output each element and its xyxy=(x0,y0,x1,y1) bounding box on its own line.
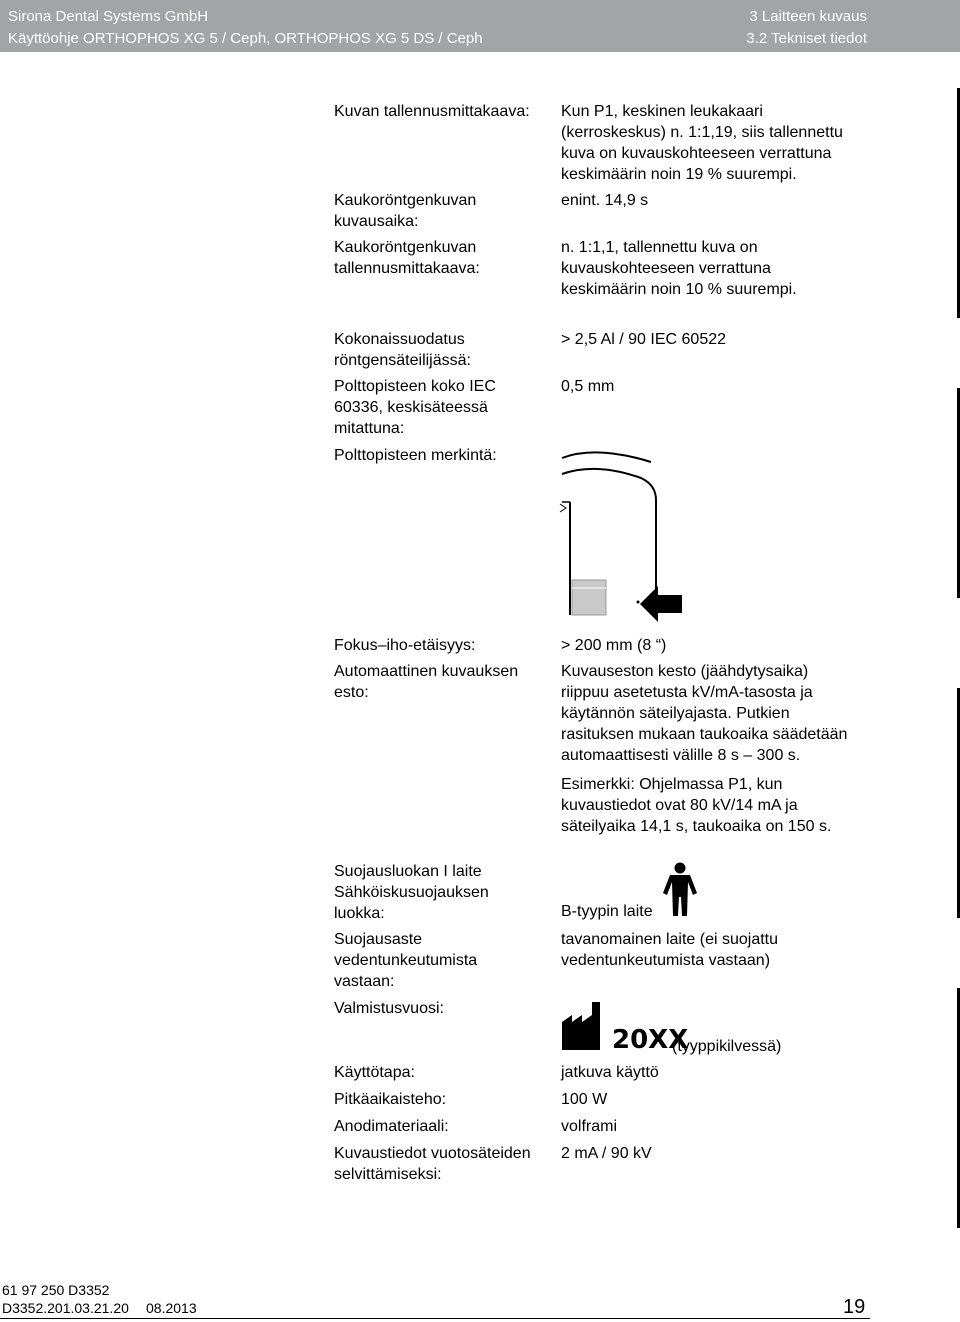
factory-icon xyxy=(560,1000,610,1052)
spec-label-ingress-protection: Suojausaste vedentunkeutumista vastaan: xyxy=(334,931,478,990)
chapter-title: 3 Laitteen kuvaus xyxy=(749,8,867,25)
spec-value-focal-spot-size: 0,5 mm xyxy=(561,378,615,395)
spec-value-ingress-protection: tavanomainen laite (ei suojattu vedentunkeutumista vastaan) xyxy=(561,931,779,969)
header-right xyxy=(746,6,867,50)
spec-label-manufacture-year: Valmistusvuosi: xyxy=(334,1000,444,1017)
company-name: Sirona Dental Systems GmbH xyxy=(8,8,209,25)
spec-value-continuous-power: 100 W xyxy=(561,1091,608,1108)
spec-value-ceph-exposure-time: enint. 14,9 s xyxy=(561,192,649,209)
person-icon xyxy=(660,862,700,918)
spec-label-continuous-power: Pitkäaikaisteho: xyxy=(334,1091,447,1108)
spec-label-focal-spot-marking: Polttopisteen merkintä: xyxy=(334,447,497,464)
page-header xyxy=(0,0,960,52)
arrow-left-icon xyxy=(640,586,682,622)
spec-label-focus-skin-distance: Fokus–iho-etäisyys: xyxy=(334,637,476,654)
spec-label-ceph-storage-scale: Kaukoröntgenkuvan tallennusmittakaava: xyxy=(334,239,480,277)
spec-example-auto-exposure-lock: Esimerkki: Ohjelmassa P1, kun kuvaustiedot ovat 80 kV/14 mA ja säteilyaika 14,1 s, taukoaika on 150 s. xyxy=(561,776,832,835)
footer-doc-code: D3352.201.03.21.20 xyxy=(2,1300,129,1316)
spec-value-anode-material: volframi xyxy=(561,1118,618,1135)
spec-value-total-filtration: > 2,5 Al / 90 IEC 60522 xyxy=(561,331,727,348)
spec-value-operating-mode: jatkuva käyttö xyxy=(561,1064,659,1081)
footer-date: 08.2013 xyxy=(146,1300,197,1316)
spec-value-focus-skin-distance: > 200 mm (8 “) xyxy=(561,637,667,654)
header-left xyxy=(8,6,483,50)
spec-value-manufacture-year: (tyyppikilvessä) xyxy=(672,1038,782,1055)
spec-value-auto-exposure-lock: Kuvauseston kesto (jäähdytysaika) riippuu asetetusta kV/mA-tasosta ja käytännön säteilyajasta. Putkien rasituksen mukaan taukoaika säädetään automaattisesti välille 8 s – 300 s. xyxy=(561,663,848,764)
footer-doc-number: 61 97 250 D3352 xyxy=(2,1282,110,1298)
section-title: 3.2 Tekniset tiedot xyxy=(746,30,867,47)
manual-title: Käyttöohje ORTHOPHOS XG 5 / Ceph, ORTHOPHOS XG 5 DS / Ceph xyxy=(8,30,483,47)
spec-value-storage-scale: Kun P1, keskinen leukakaari (kerroskeskus) n. 1:1,19, siis tallennettu kuva on kuvauskohteeseen verrattuna keskimäärin noin 19 % suurempi. xyxy=(561,103,843,183)
spec-label-leakage-radiation-data: Kuvaustiedot vuotosäteiden selvittämiseksi: xyxy=(334,1145,531,1183)
spec-value-leakage-radiation-data: 2 mA / 90 kV xyxy=(561,1145,652,1162)
spec-label-ceph-exposure-time: Kaukoröntgenkuvan kuvausaika: xyxy=(334,192,477,230)
spec-label-storage-scale: Kuvan tallennusmittakaava: xyxy=(334,103,530,120)
manufacture-year-mark: 20XX xyxy=(612,1025,689,1055)
page-number: 19 xyxy=(843,1296,866,1318)
spec-label-anode-material: Anodimateriaali: xyxy=(334,1118,449,1135)
spec-label-auto-exposure-lock: Automaattinen kuvauksen esto: xyxy=(334,663,519,701)
spec-label-protection-class: Suojausluokan I laite Sähköiskusuojauksen luokka: xyxy=(334,863,489,922)
spec-label-focal-spot-size: Polttopisteen koko IEC 60336, keskisäteessä mitattuna: xyxy=(334,378,496,437)
spec-value-ceph-storage-scale: n. 1:1,1, tallennettu kuva on kuvauskohteeseen verrattuna keskimäärin noin 10 % suurempi. xyxy=(561,239,797,298)
spec-value-protection-class: B-tyypin laite xyxy=(561,903,653,920)
footer-rule xyxy=(0,1318,870,1319)
spec-label-total-filtration: Kokonaissuodatus röntgensäteilijässä: xyxy=(334,331,471,369)
spec-label-operating-mode: Käyttötapa: xyxy=(334,1064,415,1081)
